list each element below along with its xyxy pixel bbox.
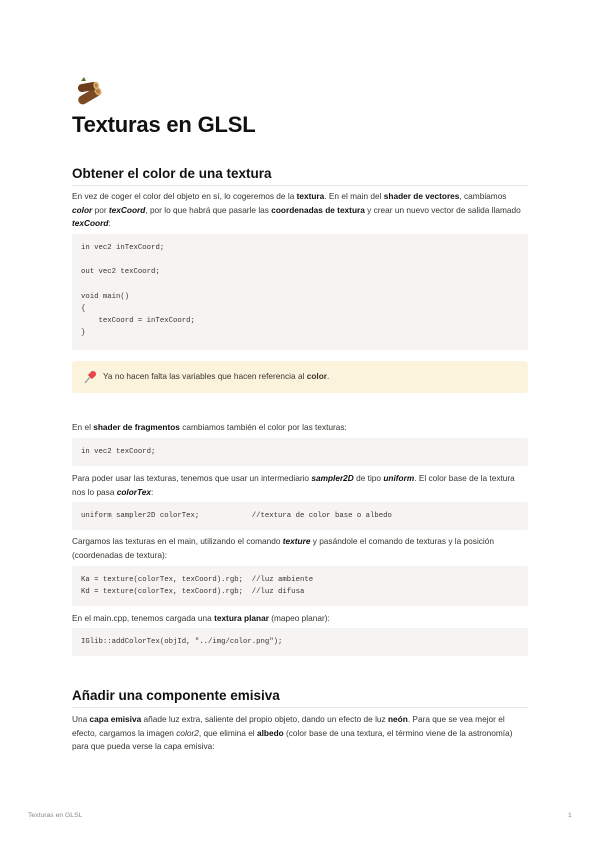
sampler-paragraph: Para poder usar las texturas, tenemos que usar un intermediario sampler2D de tipo uniform. El color base de la textura nos lo pasa colorTex: [72,473,515,497]
maincpp-paragraph: En el main.cpp, tenemos cargada una textura planar (mapeo planar): [72,613,330,623]
section-heading-emissive: Añadir una componente emisiva [72,688,528,708]
page-number: 1 [568,812,572,819]
callout-text: Ya no hacen falta las variables que hacen referencia al color. [103,371,330,381]
code-block-uniform [72,502,528,530]
callout-note [72,361,528,393]
fragment-paragraph: En el shader de fragmentos cambiamos también el color por las texturas: [72,422,347,432]
code-line: in vec2 texCoord; [81,448,156,456]
code-block-maincpp [72,628,528,656]
intro-paragraph: En vez de coger el color del objeto en sí, lo cogeremos de la textura. En el main del shader de vectores, cambiamos color por texCoord, por lo que habrá que pasarle las coordenadas de textura y crear un nuevo vector de salida llamado texCoord: [72,191,521,228]
code-line: void main() [81,292,130,301]
code-block-fragment [72,438,528,466]
code-line: in vec2 inTexCoord; [81,244,165,252]
code-line: out vec2 texCoord; [81,268,160,277]
code-line: } [81,329,86,338]
texture-paragraph: Cargamos las texturas en el main, utilizando el comando texture y pasándole el comando de texturas y la posición (coordenadas de textura): [72,536,495,560]
footer-title: Texturas en GLSL [28,812,83,819]
code-line [81,254,519,266]
code-line: texCoord = inTexCoord; [81,317,195,326]
emissive-paragraph: Una capa emisiva añade luz extra, saliente del propio objeto, dando un efecto de luz neón. Para que se vea mejor el efecto, cargamos la imagen color2, que elimina el albedo (color base de una textura, el término viene de la astronomía) para que pueda verse la capa emisiva: [72,714,513,751]
code-line: uniform sampler2D colorTex; //textura de color base o albedo [81,512,392,520]
code-line: Kd = texture(colorTex, texCoord).rgb; //luz difusa [81,588,305,597]
section-heading-texture: Obtener el color de una textura [72,166,528,186]
code-line: IGlib::addColorTex(objId, "../img/color.png"); [81,638,283,646]
code-line: { [81,304,86,313]
code-line [81,279,519,291]
code-block-texture [72,566,528,606]
page-title: Texturas en GLSL [72,112,256,137]
code-block-vertex [72,234,528,350]
code-line: Ka = texture(colorTex, texCoord).rgb; //luz ambiente [81,576,314,584]
wood-logs-icon [72,76,104,108]
pushpin-icon [82,369,98,385]
